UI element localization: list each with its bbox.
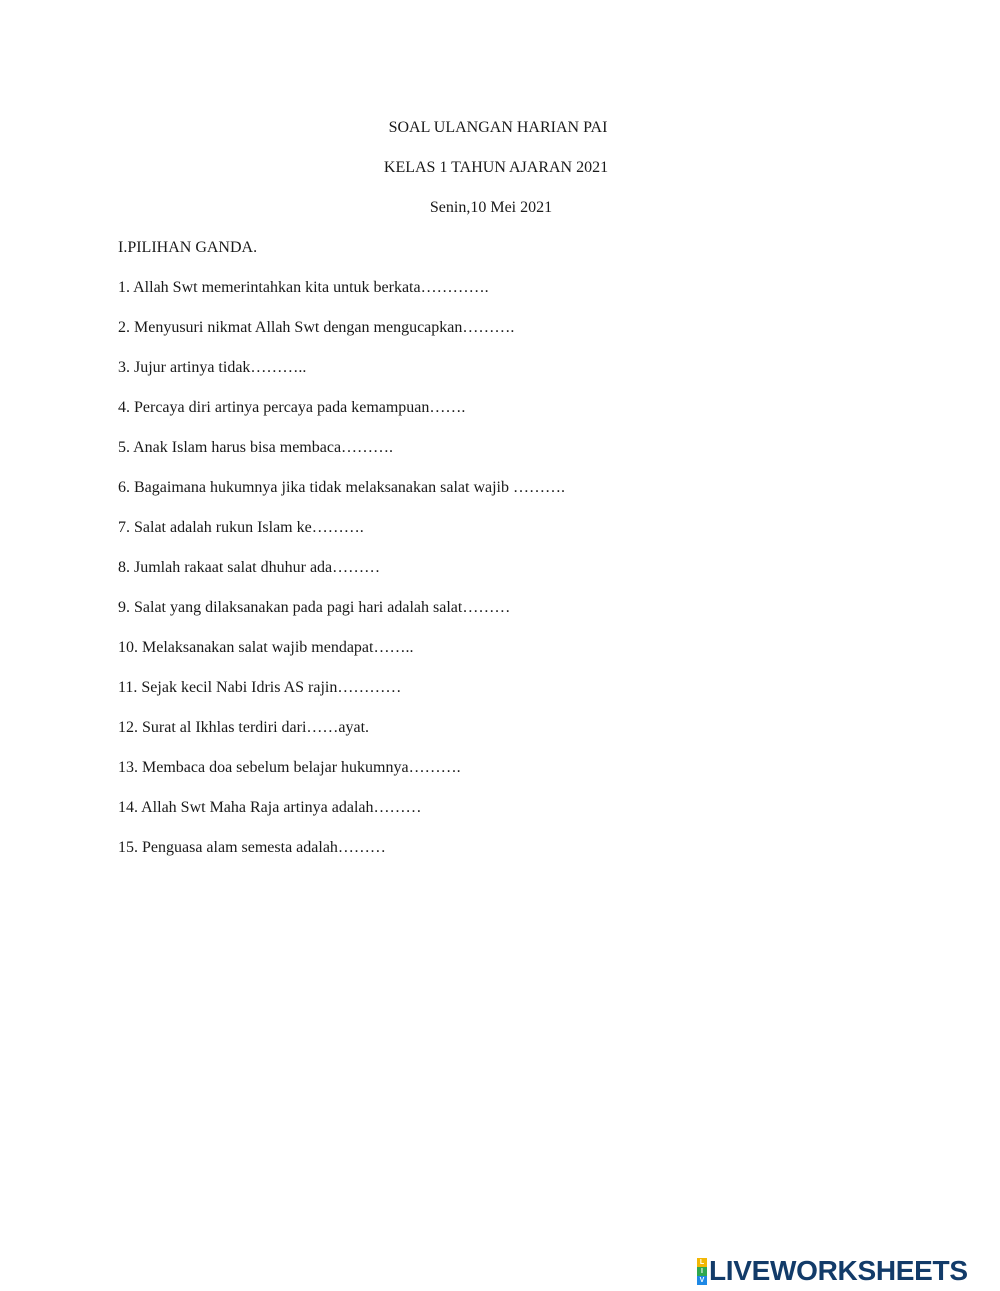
logo-letter: V — [697, 1276, 707, 1285]
question-item: 15. Penguasa alam semesta adalah……… — [118, 839, 386, 856]
liveworksheets-logo-icon — [697, 1258, 707, 1285]
question-item: 8. Jumlah rakaat salat dhuhur ada……… — [118, 559, 381, 576]
question-item: 6. Bagaimana hukumnya jika tidak melaksanakan salat wajib ………. — [118, 479, 565, 496]
question-item: 3. Jujur artinya tidak……….. — [118, 359, 307, 376]
question-item: 7. Salat adalah rukun Islam ke………. — [118, 519, 364, 536]
question-item: 5. Anak Islam harus bisa membaca………. — [118, 439, 394, 456]
question-item: 2. Menyusuri nikmat Allah Swt dengan mengucapkan………. — [118, 319, 515, 336]
class-year-line: KELAS 1 TAHUN AJARAN 2021 — [383, 159, 609, 176]
question-item: 9. Salat yang dilaksanakan pada pagi hari adalah salat……… — [118, 599, 511, 616]
logo-letter: L — [697, 1258, 707, 1267]
exam-date: Senin,10 Mei 2021 — [429, 199, 553, 216]
watermark-text: LIVEWORKSHEETS — [709, 1255, 968, 1286]
question-item: 12. Surat al Ikhlas terdiri dari……ayat. — [118, 719, 370, 736]
question-item: 11. Sejak kecil Nabi Idris AS rajin………… — [118, 679, 402, 696]
page-title: SOAL ULANGAN HARIAN PAI — [388, 119, 608, 136]
question-list — [118, 278, 565, 878]
question-item: 1. Allah Swt memerintahkan kita untuk berkata…………. — [118, 279, 489, 296]
question-item: 4. Percaya diri artinya percaya pada kemampuan……. — [118, 399, 466, 416]
liveworksheets-watermark — [697, 1256, 968, 1286]
logo-letter: I — [697, 1267, 707, 1276]
section-heading: I.PILIHAN GANDA. — [118, 239, 258, 256]
question-item: 13. Membaca doa sebelum belajar hukumnya………. — [118, 759, 461, 776]
question-item: 14. Allah Swt Maha Raja artinya adalah……… — [118, 799, 422, 816]
question-item: 10. Melaksanakan salat wajib mendapat…….. — [118, 639, 414, 656]
